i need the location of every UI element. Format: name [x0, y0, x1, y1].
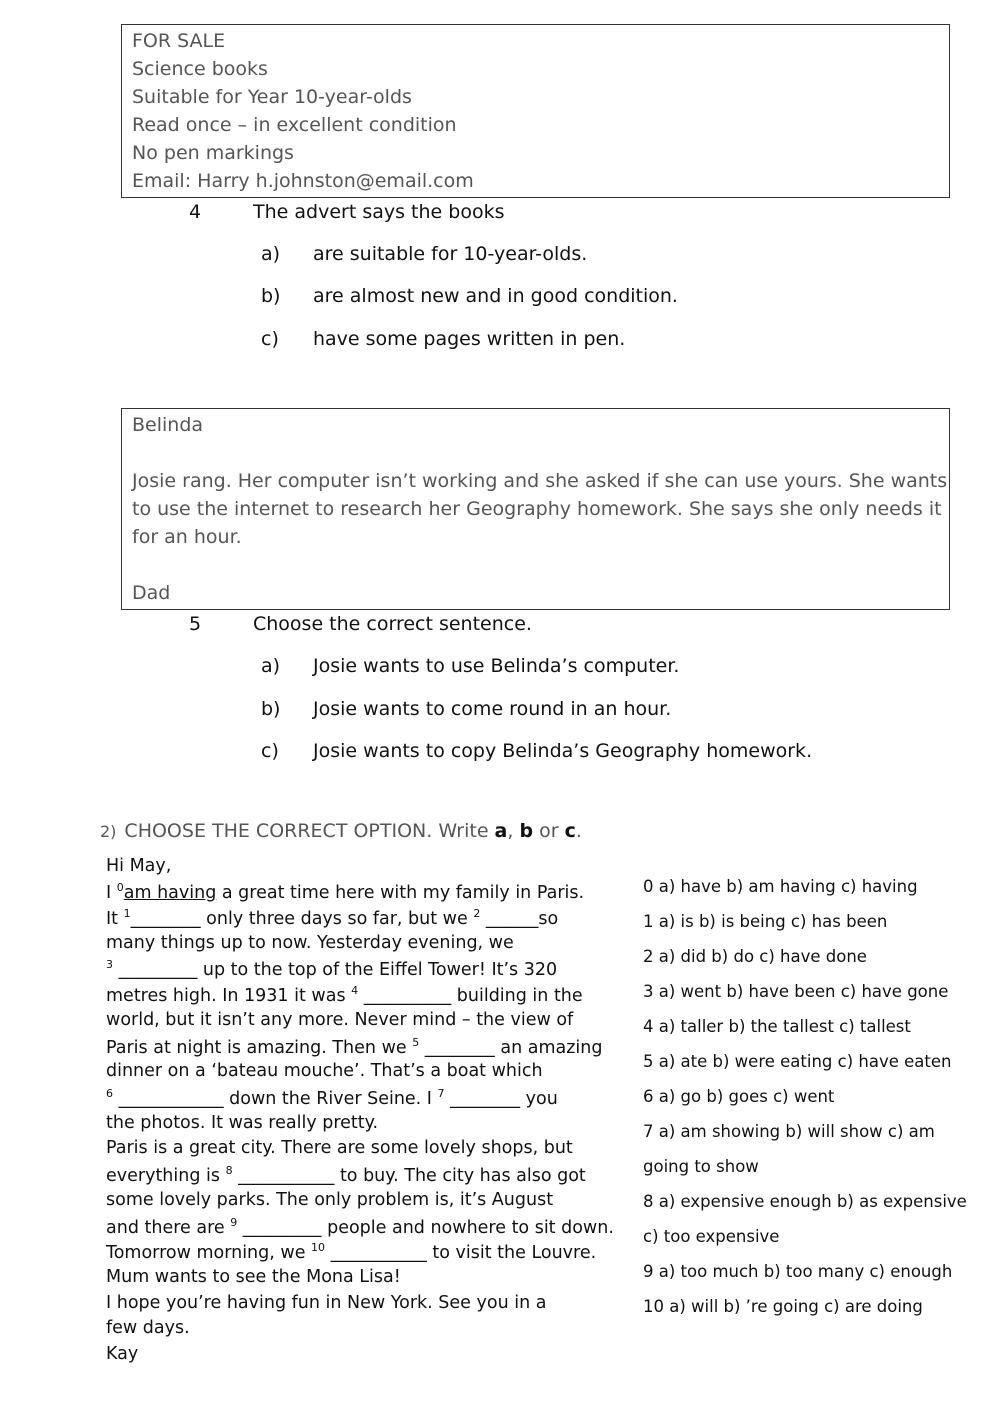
letter-line: many things up to now. Yesterday evening, we: [106, 933, 514, 953]
option-line: 9 a) too much b) too many c) enough: [643, 1262, 953, 1281]
task-instruction: CHOOSE THE CORRECT OPTION. Write: [124, 820, 495, 842]
task-number: 2): [100, 822, 117, 841]
text: I: [106, 883, 117, 903]
separator: or: [533, 820, 565, 842]
text: Tomorrow morning, we: [106, 1243, 312, 1263]
option-letter: a): [261, 243, 281, 265]
text: ___________ to buy. The city has also got: [232, 1166, 586, 1186]
text: __________ building in the: [358, 986, 583, 1006]
letter-line: [106, 984, 583, 1006]
advert-line: FOR SALE: [132, 30, 226, 52]
option-line: 10 a) will b) ’re going c) are doing: [643, 1297, 923, 1316]
option-letter: b): [261, 698, 281, 720]
letter-line: Hi May,: [106, 856, 172, 876]
text: ______so: [480, 909, 559, 929]
letter-line: [106, 1164, 586, 1186]
option-text: have some pages written in pen.: [313, 328, 626, 350]
question-text: The advert says the books: [253, 201, 505, 223]
option-letter: a): [261, 655, 281, 677]
task-2-heading: [100, 820, 582, 842]
gap-number: 6: [106, 1087, 113, 1100]
advert-line: Science books: [132, 58, 268, 80]
option-line: 8 a) expensive enough b) as expensive: [643, 1192, 967, 1211]
letter-line: world, but it isn’t any more. Never mind – the view of: [106, 1010, 574, 1030]
letter-line: the photos. It was really pretty.: [106, 1113, 379, 1133]
text: _________ up to the top of the Eiffel Tower! It’s 320: [113, 960, 558, 980]
option-letter: c): [261, 328, 279, 350]
letter-line: [106, 1241, 596, 1263]
letter-line: I hope you’re having fun in New York. See you in a: [106, 1293, 547, 1313]
text: a great time here with my family in Paris.: [216, 883, 585, 903]
text: ________ only three days so far, but we: [130, 909, 474, 929]
option-text: are suitable for 10-year-olds.: [313, 243, 588, 265]
letter-c: c: [564, 820, 576, 842]
letter-line: Kay: [106, 1344, 139, 1364]
text: It: [106, 909, 124, 929]
separator: .: [575, 820, 582, 842]
note-greeting: Belinda: [132, 414, 204, 436]
option-line: 6 a) go b) goes c) went: [643, 1087, 835, 1106]
letter-line: [106, 881, 584, 903]
letter-line: few days.: [106, 1318, 190, 1338]
question-number: 5: [189, 613, 202, 635]
letter-b: b: [519, 820, 534, 842]
letter-line: [106, 1087, 558, 1109]
option-line: 5 a) ate b) were eating c) have eaten: [643, 1052, 952, 1071]
option-line: 4 a) taller b) the tallest c) tallest: [643, 1017, 911, 1036]
letter-line: [106, 907, 558, 929]
gap-number: 5: [412, 1036, 420, 1049]
letter-line: [106, 1216, 614, 1238]
advert-line: Read once – in excellent condition: [132, 114, 457, 136]
option-text: Josie wants to come round in an hour.: [313, 698, 672, 720]
for-sale-advert: [121, 24, 950, 198]
advert-line: Suitable for Year 10-year-olds: [132, 86, 412, 108]
example-answer: am having: [123, 883, 217, 903]
option-line: 0 a) have b) am having c) having: [643, 877, 918, 896]
gap-number: 2: [473, 907, 481, 920]
gap-number: 0: [116, 881, 124, 894]
gap-number: 7: [437, 1087, 445, 1100]
option-text: are almost new and in good condition.: [313, 285, 678, 307]
letter-line: dinner on a ‘bateau mouche’. That’s a boat which: [106, 1061, 543, 1081]
text: Paris at night is amazing. Then we: [106, 1038, 413, 1058]
option-line: 2 a) did b) do c) have done: [643, 947, 867, 966]
advert-line: No pen markings: [132, 142, 294, 164]
note-body-line: Josie rang. Her computer isn’t working and she asked if she can use yours. She wants: [132, 470, 948, 492]
letter-line: Mum wants to see the Mona Lisa!: [106, 1267, 401, 1287]
option-letter: c): [261, 740, 279, 762]
note-body-line: for an hour.: [132, 526, 242, 548]
text: ____________ down the River Seine. I: [113, 1089, 438, 1109]
text: _________ people and nowhere to sit down.: [237, 1218, 614, 1238]
gap-number: 10: [311, 1241, 326, 1254]
question-number: 4: [189, 201, 202, 223]
phone-message-note: [121, 408, 950, 610]
letter-line: [106, 1036, 602, 1058]
gap-number: 8: [225, 1164, 233, 1177]
text: and there are: [106, 1218, 231, 1238]
letter-line: some lovely parks. The only problem is, it’s August: [106, 1190, 554, 1210]
option-line: 7 a) am showing b) will show c) am: [643, 1122, 935, 1141]
note-body-line: to use the internet to research her Geography homework. She says she only needs it: [132, 498, 942, 520]
text: metres high. In 1931 it was: [106, 986, 352, 1006]
gap-number: 1: [123, 907, 131, 920]
gap-number: 4: [351, 984, 359, 997]
letter-a: a: [494, 820, 508, 842]
separator: ,: [507, 820, 520, 842]
gap-number: 3: [106, 958, 113, 971]
gap-number: 9: [230, 1216, 238, 1229]
option-letter: b): [261, 285, 281, 307]
advert-line: Email: Harry h.johnston@email.com: [132, 170, 474, 192]
text: everything is: [106, 1166, 226, 1186]
option-line: 1 a) is b) is being c) has been: [643, 912, 888, 931]
letter-line: Paris is a great city. There are some lovely shops, but: [106, 1138, 573, 1158]
option-line: going to show: [643, 1157, 759, 1176]
option-line: 3 a) went b) have been c) have gone: [643, 982, 949, 1001]
option-line: c) too expensive: [643, 1227, 780, 1246]
question-text: Choose the correct sentence.: [253, 613, 532, 635]
option-text: Josie wants to copy Belinda’s Geography homework.: [313, 740, 813, 762]
letter-line: [106, 958, 557, 980]
note-signoff: Dad: [132, 582, 171, 604]
text: ___________ to visit the Louvre.: [325, 1243, 597, 1263]
option-text: Josie wants to use Belinda’s computer.: [313, 655, 680, 677]
text: ________ you: [444, 1089, 558, 1109]
text: ________ an amazing: [419, 1038, 603, 1058]
